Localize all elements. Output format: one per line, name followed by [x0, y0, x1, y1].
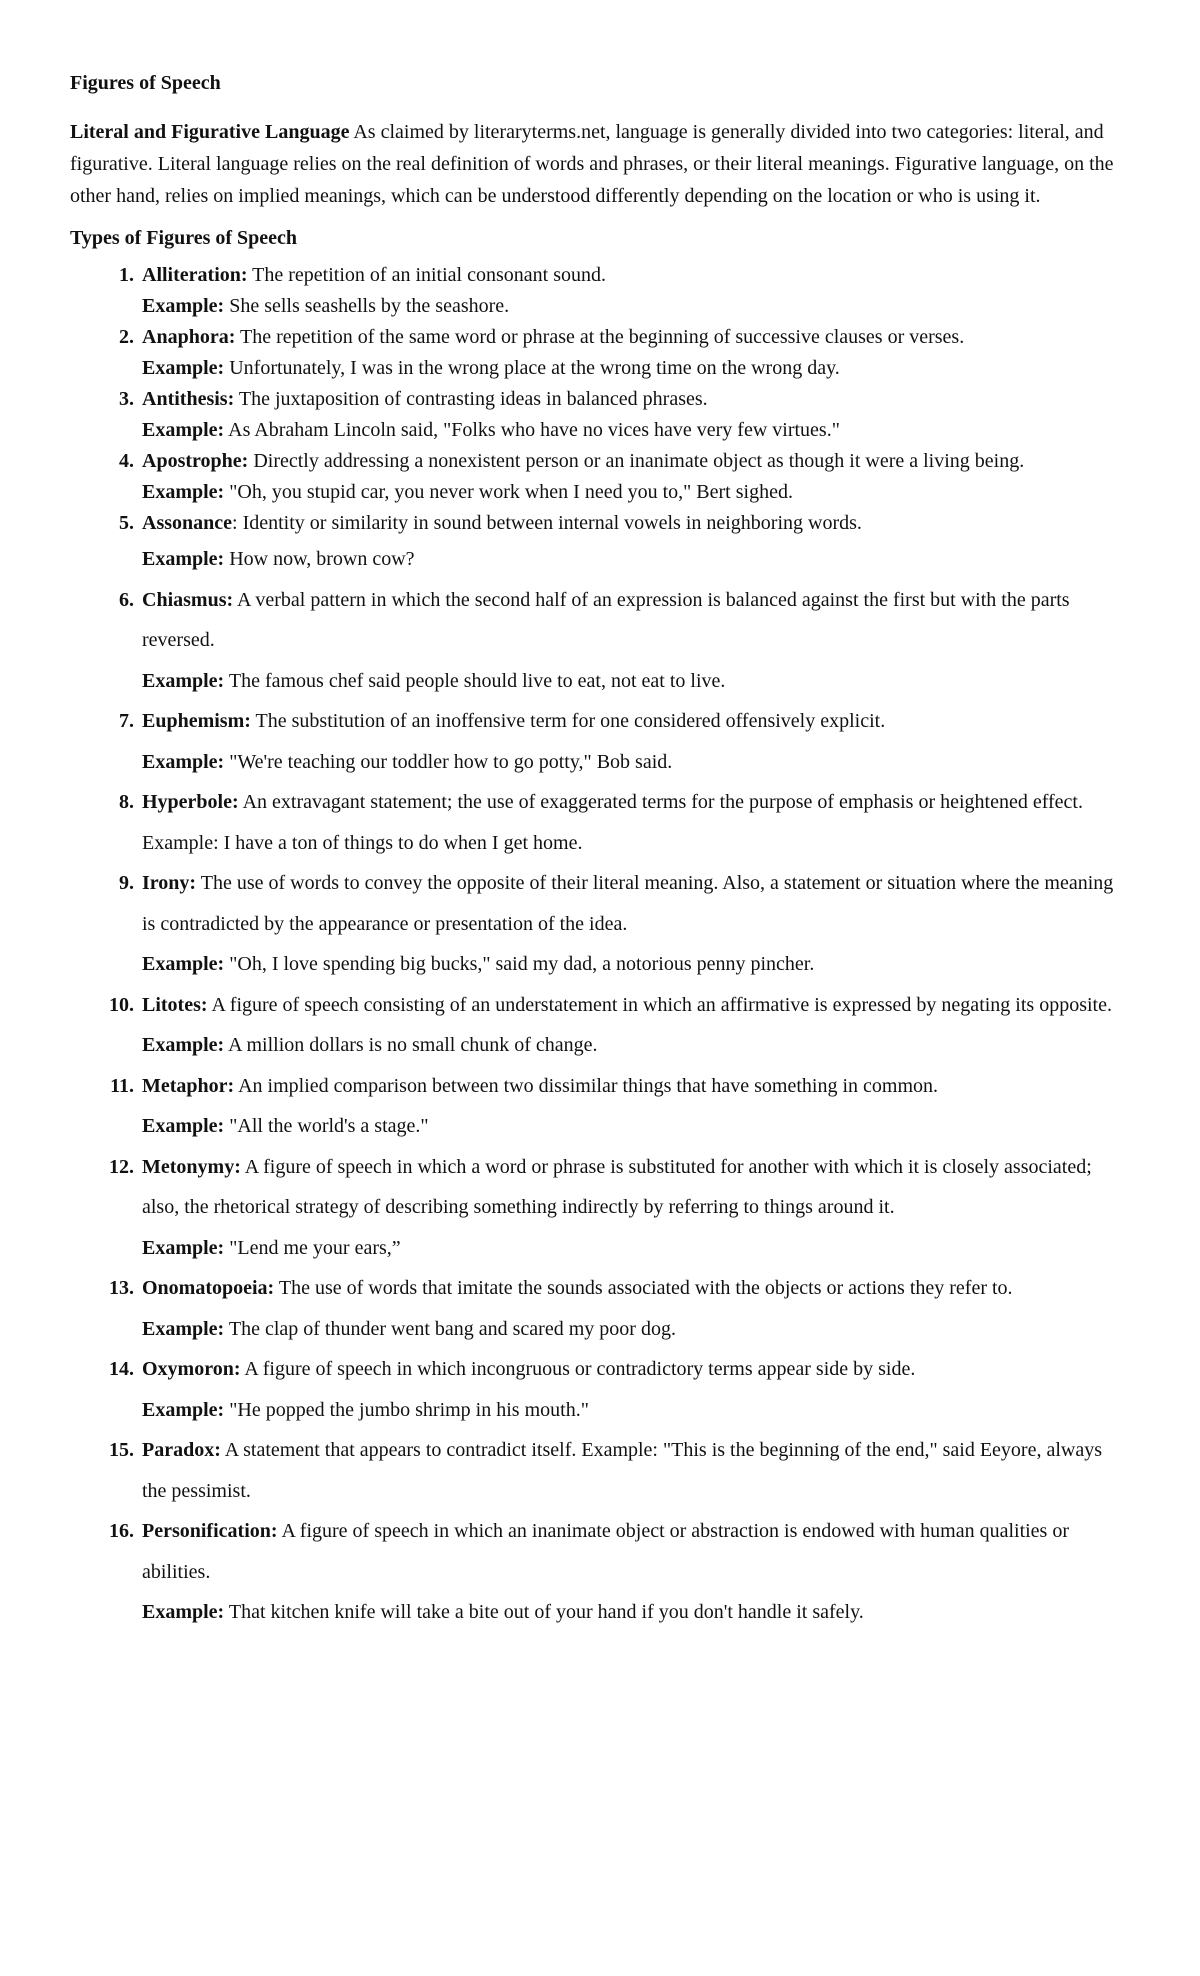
item-number: 13.	[109, 1277, 134, 1299]
list-item	[70, 985, 1130, 1066]
list-item	[70, 1349, 1130, 1430]
item-definition: The use of words that imitate the sounds associated with the objects or actions they refer to.	[278, 1277, 1013, 1299]
list-item	[70, 1430, 1130, 1511]
item-example	[142, 1025, 1130, 1066]
example-label: Example:	[142, 295, 225, 317]
example-text: That kitchen knife will take a bite out of your hand if you don't handle it safely.	[228, 1601, 864, 1623]
list-item	[70, 1511, 1130, 1633]
item-number: 8.	[119, 791, 134, 813]
example-label: Example:	[142, 1317, 225, 1340]
example-text: As Abraham Lincoln said, "Folks who have no vices have very few virtues."	[228, 419, 840, 441]
item-number: 4.	[119, 450, 134, 472]
figures-list	[70, 260, 1130, 1633]
example-text: The famous chef said people should live to eat, not eat to live.	[228, 669, 726, 692]
item-definition: A statement that appears to contradict itself. Example: "This is the beginning of the end," said Eeyore, always the pessimist.	[142, 1439, 1102, 1502]
example-text: "Lend me your ears,”	[229, 1236, 401, 1259]
item-number: 5.	[119, 512, 134, 534]
list-item	[70, 1268, 1130, 1349]
item-term: Metonymy:	[142, 1155, 241, 1178]
document-title: Figures of Speech	[70, 72, 221, 94]
list-item	[70, 701, 1130, 782]
item-term: Apostrophe:	[142, 450, 249, 472]
item-term: Onomatopoeia:	[142, 1277, 275, 1299]
item-definition: An extravagant statement; the use of exaggerated terms for the purpose of emphasis or heightened effect.	[242, 791, 1083, 813]
item-term: Anaphora:	[142, 326, 236, 348]
example-text: Unfortunately, I was in the wrong place at the wrong time on the wrong day.	[229, 357, 840, 379]
example-text: A million dollars is no small chunk of change.	[228, 1034, 598, 1056]
item-example	[142, 291, 1130, 322]
item-number: 2.	[119, 326, 134, 348]
item-definition: A figure of speech consisting of an understatement in which an affirmative is expressed by negating its opposite.	[211, 993, 1112, 1016]
example-label: Example:	[142, 1034, 225, 1056]
item-example	[142, 661, 1130, 702]
list-item	[70, 580, 1130, 702]
list-item	[70, 260, 1130, 322]
item-term: Personification:	[142, 1520, 278, 1542]
item-example	[142, 477, 1130, 508]
section-title: Types of Figures of Speech	[70, 227, 298, 249]
list-item	[70, 863, 1130, 985]
item-term: Litotes:	[142, 993, 208, 1016]
item-definition: : Identity or similarity in sound between internal vowels in neighboring words.	[232, 512, 862, 534]
item-term: Irony:	[142, 872, 197, 894]
item-term: Euphemism:	[142, 710, 251, 732]
example-text: The clap of thunder went bang and scared my poor dog.	[228, 1317, 676, 1340]
example-label: Example:	[142, 669, 225, 692]
item-definition: A verbal pattern in which the second half of an expression is balanced against the first but with the parts reversed.	[142, 588, 1070, 651]
item-number: 1.	[119, 264, 134, 286]
example-text: I have a ton of things to do when I get home.	[223, 831, 583, 854]
item-example	[142, 1390, 1130, 1431]
item-term: Metaphor:	[142, 1074, 235, 1097]
item-definition: The use of words to convey the opposite of their literal meaning. Also, a statement or situation where the meaning is contradicted by the appearance or presentation of the idea.	[142, 872, 1114, 935]
list-item	[70, 322, 1130, 384]
item-term: Oxymoron:	[142, 1358, 241, 1380]
item-number: 15.	[109, 1439, 134, 1461]
item-number: 6.	[119, 588, 134, 611]
item-term: Hyperbole:	[142, 791, 239, 813]
list-item	[70, 384, 1130, 446]
example-label: Example:	[142, 750, 225, 773]
example-text: "Oh, you stupid car, you never work when I need you to," Bert sighed.	[229, 481, 793, 503]
example-label: Example:	[142, 1601, 225, 1623]
item-number: 14.	[109, 1358, 134, 1380]
item-example	[142, 353, 1130, 384]
list-item	[70, 446, 1130, 508]
example-text: "He popped the jumbo shrimp in his mouth."	[229, 1398, 589, 1421]
item-number: 16.	[109, 1520, 134, 1542]
item-example	[142, 415, 1130, 446]
item-definition: The juxtaposition of contrasting ideas in balanced phrases.	[238, 388, 708, 410]
item-term: Chiasmus:	[142, 588, 234, 611]
list-item-continuation	[70, 539, 1130, 580]
example-label: Example:	[142, 953, 225, 975]
item-example	[142, 1309, 1130, 1350]
item-term: Assonance	[142, 512, 233, 534]
list-item	[70, 1066, 1130, 1147]
item-number: 12.	[109, 1155, 134, 1178]
item-definition: A figure of speech in which incongruous or contradictory terms appear side by side.	[244, 1358, 916, 1380]
item-definition: An implied comparison between two dissimilar things that have something in common.	[238, 1074, 939, 1097]
item-example	[142, 539, 1130, 580]
example-text: "We're teaching our toddler how to go potty," Bob said.	[229, 750, 673, 773]
item-term: Paradox:	[142, 1439, 221, 1461]
item-term: Alliteration:	[142, 264, 248, 286]
intro-lead: Literal and Figurative Language	[70, 121, 350, 143]
item-definition: The substitution of an inoffensive term for one considered offensively explicit.	[255, 710, 886, 732]
item-definition: The repetition of an initial consonant sound.	[252, 264, 606, 286]
list-item	[70, 508, 1130, 539]
item-definition: The repetition of the same word or phrase at the beginning of successive clauses or verses.	[240, 326, 965, 348]
list-item	[70, 1147, 1130, 1269]
example-text: "Oh, I love spending big bucks," said my dad, a notorious penny pincher.	[229, 953, 815, 975]
example-label: Example:	[142, 1398, 225, 1421]
item-example	[142, 742, 1130, 783]
item-definition: Directly addressing a nonexistent person or an inanimate object as though it were a living being.	[253, 450, 1025, 472]
example-text: "All the world's a stage."	[229, 1115, 429, 1137]
example-label: Example:	[142, 831, 219, 854]
example-label: Example:	[142, 1115, 225, 1137]
item-number: 9.	[119, 872, 134, 894]
example-label: Example:	[142, 1236, 225, 1259]
example-text: How now, brown cow?	[229, 548, 415, 570]
item-number: 7.	[119, 710, 134, 732]
example-label: Example:	[142, 419, 225, 441]
intro-text: As claimed by literaryterms.net, language is generally divided into two categories: literal, and figurative. Literal language relies on the real definition of words and phrases, or their literal meanings. Figurative language, on the other hand, relies on implied meanings, which can be understood differently depending on the location or who is using it.	[70, 121, 1114, 207]
item-definition: A figure of speech in which an inanimate object or abstraction is endowed with human qualities or abilities.	[142, 1520, 1069, 1583]
item-example	[142, 1228, 1130, 1269]
item-number: 10.	[109, 993, 134, 1016]
example-label: Example:	[142, 357, 225, 379]
item-number: 3.	[119, 388, 134, 410]
example-text: She sells seashells by the seashore.	[229, 295, 510, 317]
item-definition: A figure of speech in which a word or phrase is substituted for another with which it is closely associated; also, the rhetorical strategy of describing something indirectly by referring to things around it.	[142, 1155, 1092, 1218]
item-example	[142, 1592, 1130, 1633]
item-example	[142, 1106, 1130, 1147]
intro-paragraph	[70, 116, 1130, 212]
list-item	[70, 782, 1130, 863]
item-term: Antithesis:	[142, 388, 235, 410]
item-example	[142, 823, 1130, 864]
example-label: Example:	[142, 481, 225, 503]
item-example	[142, 944, 1130, 985]
item-number: 11.	[110, 1074, 134, 1097]
example-label: Example:	[142, 548, 225, 570]
